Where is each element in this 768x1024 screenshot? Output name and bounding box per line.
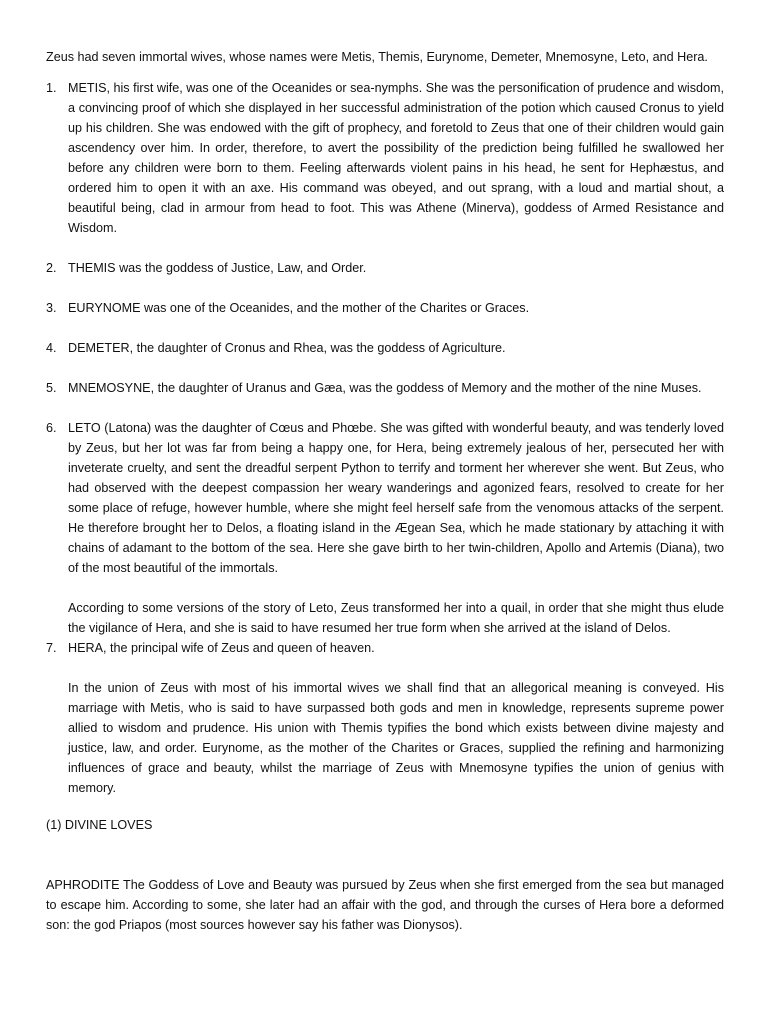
list-text: THEMIS was the goddess of Justice, Law, and Order. [68, 261, 367, 275]
list-text: EURYNOME was one of the Oceanides, and the mother of the Charites or Graces. [68, 301, 530, 315]
aphrodite-paragraph: APHRODITE The Goddess of Love and Beauty was pursued by Zeus when she first emerged from the sea but managed to escape him. According to some, she later had an affair with the god, and through the curses of Hera bore a deformed son: the god Priapos (most sources however say his father was Dionysos). [46, 878, 724, 932]
list-item-mnemosyne [46, 378, 724, 398]
list-item-metis [46, 78, 724, 238]
list-item-demeter [46, 338, 724, 358]
list-item-themis [46, 258, 724, 278]
list-text: LETO (Latona) was the daughter of Cœus and Phœbe. She was gifted with wonderful beauty, and was tenderly loved by Zeus, but her lot was far from being a happy one, for Hera, being extremely jealous of her, persecuted her with inveterate cruelty, and sent the dreadful serpent Python to terrify and torment her wherever she went. But Zeus, who had observed with the deepest compassion her weary wanderings and agonized fears, resolved to create for her some place of refuge, however humble, where she might feel herself safe from the venomous attacks of the serpent. He therefore brought her to Delos, a floating island in the Ægean Sea, which he made stationary by attaching it with chains of adamant to the bottom of the sea. Here she gave birth to her twin-children, Apollo and Artemis (Diana), two of the most beautiful of the immortals. [68, 421, 724, 575]
list-item-hera [46, 638, 724, 658]
list-text: HERA, the principal wife of Zeus and queen of heaven. [68, 641, 375, 655]
list-number: 7. [46, 641, 57, 655]
list-number: 4. [46, 341, 57, 355]
list-text: MNEMOSYNE, the daughter of Uranus and Gæa, was the goddess of Memory and the mother of the nine Muses. [68, 381, 702, 395]
list-number: 6. [46, 421, 57, 435]
list-text: METIS, his first wife, was one of the Oceanides or sea-nymphs. She was the personification of prudence and wisdom, a convincing proof of which she displayed in her successful administration of the potion which caused Cronus to yield up his children. She was endowed with the gift of prophecy, and foretold to Zeus that one of their children would gain ascendency over him. In order, therefore, to avert the possibility of the prediction being fulfilled he swallowed her before any children were born to them. Feeling afterwards violent pains in his head, he sent for Hephæstus, and ordered him to open it with an axe. His command was obeyed, and out sprang, with a loud and martial shout, a beautiful being, clad in armour from head to foot. This was Athene (Minerva), goddess of Armed Resistance and Wisdom. [68, 81, 724, 235]
list-item-eurynome [46, 298, 724, 318]
leto-note-paragraph: According to some versions of the story of Leto, Zeus transformed her into a quail, in order that she might thus elude the vigilance of Hera, and she is said to have resumed her true form when she arrived at the island of Delos. [68, 601, 724, 635]
list-number: 2. [46, 261, 57, 275]
list-number: 3. [46, 301, 57, 315]
list-number: 5. [46, 381, 57, 395]
intro-paragraph: Zeus had seven immortal wives, whose names were Metis, Themis, Eurynome, Demeter, Mnemosyne, Leto, and Hera. [46, 50, 708, 64]
list-text: DEMETER, the daughter of Cronus and Rhea, was the goddess of Agriculture. [68, 341, 506, 355]
section-heading: (1) DIVINE LOVES [46, 818, 153, 832]
list-number: 1. [46, 81, 57, 95]
list-item-leto [46, 418, 724, 578]
allegory-paragraph: In the union of Zeus with most of his immortal wives we shall find that an allegorical meaning is conveyed. His marriage with Metis, who is said to have surpassed both gods and men in knowledge, represents supreme power allied to wisdom and prudence. His union with Themis typifies the bond which exists between divine majesty and justice, law, and order. Eurynome, as the mother of the Charites or Graces, supplied the refining and harmonizing influences of grace and beauty, whilst the marriage of Zeus with Mnemosyne typifies the union of genius with memory. [68, 681, 724, 795]
